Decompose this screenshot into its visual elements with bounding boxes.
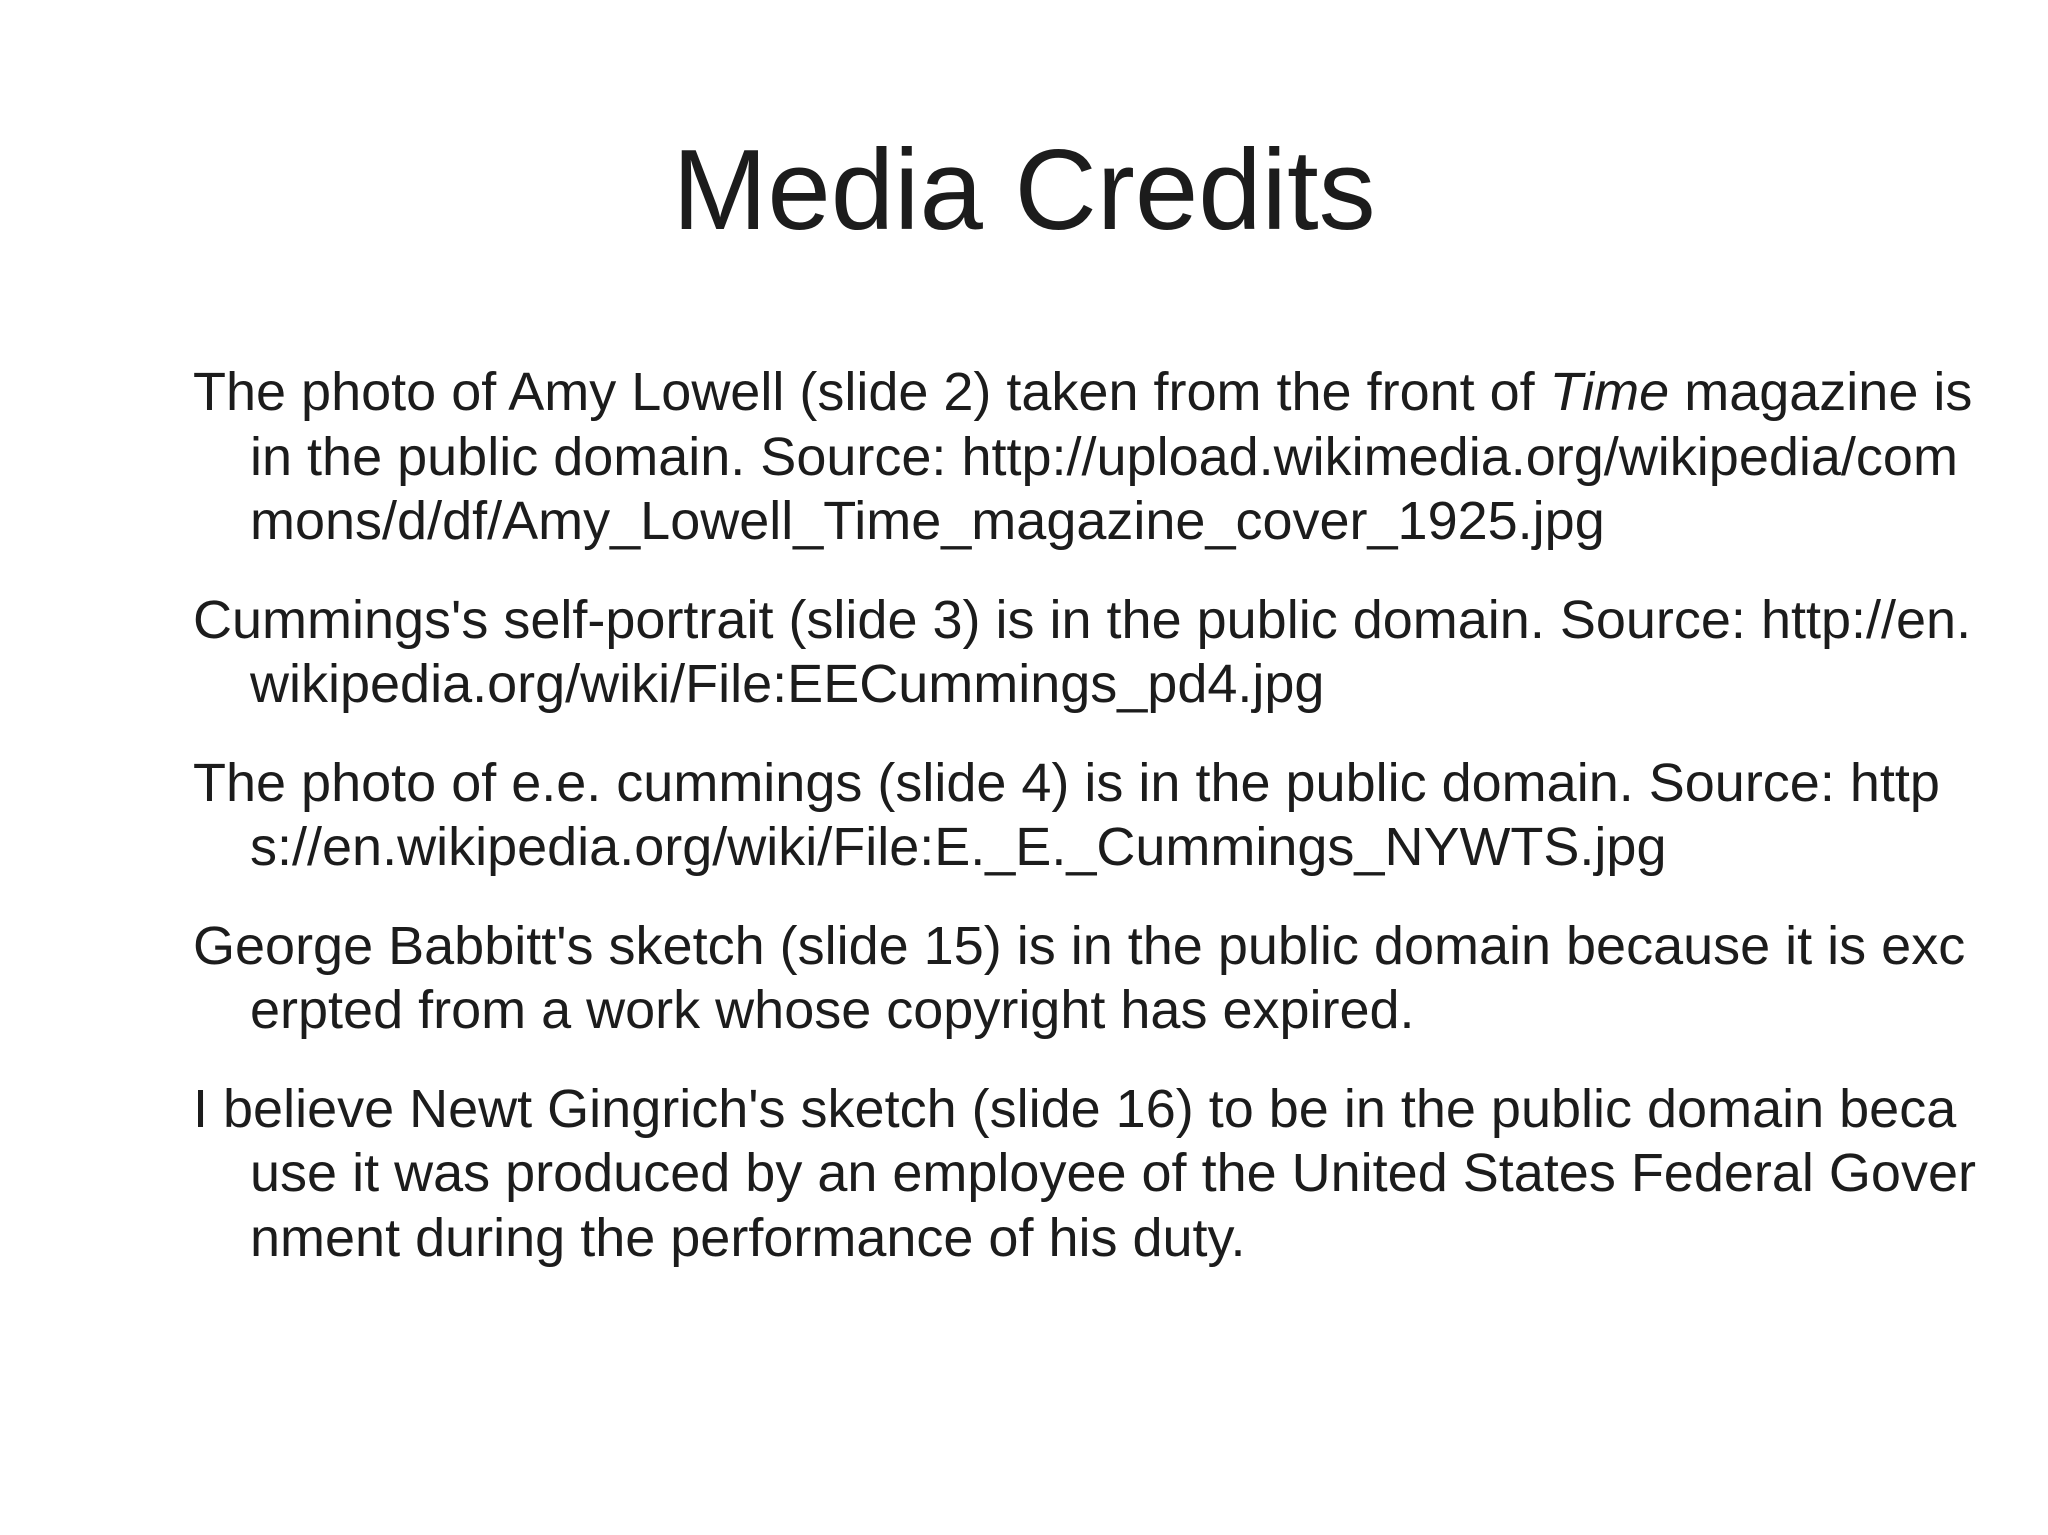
source-url: http://upload.wikimedia.org/wikipedia/commons/d/df/Amy_Lowell_Time_magazine_cover_1925.jpg [250, 426, 1958, 551]
magazine-title: Time [1549, 362, 1670, 422]
credit-amy-lowell-photo [193, 360, 1983, 554]
credit-cummings-self-portrait [193, 588, 1983, 717]
credit-cummings-photo [193, 751, 1983, 880]
credit-text: Cummings's self-portrait (slide 3) is in the public domain. Source: [193, 589, 1746, 650]
credit-babbitt-sketch [193, 914, 1983, 1043]
credit-text: magazine is in the public domain. Source: [250, 362, 1973, 487]
slide-title: Media Credits [672, 127, 1376, 254]
credit-text: George Babbitt's sketch (slide 15) is in the public domain because it is excerpted from a work whose copyright has expired. [193, 915, 1966, 1040]
credit-text: I believe Newt Gingrich's sketch (slide 16) to be in the public domain because it was produced by an employee of the United States Federal Government during the performance of his duty. [193, 1078, 1976, 1268]
credit-text: The photo of Amy Lowell (slide 2) taken from the front of [193, 362, 1550, 422]
credit-text: The photo of e.e. cummings (slide 4) is in the public domain. Source: [193, 752, 1835, 813]
source-url: http://en.wikipedia.org/wiki/File:EECummings_pd4.jpg [250, 589, 1972, 714]
credit-gingrich-sketch [193, 1077, 1983, 1271]
source-url: https://en.wikipedia.org/wiki/File:E._E._Cummings_NYWTS.jpg [250, 752, 1940, 877]
credits-list [193, 360, 1983, 1304]
